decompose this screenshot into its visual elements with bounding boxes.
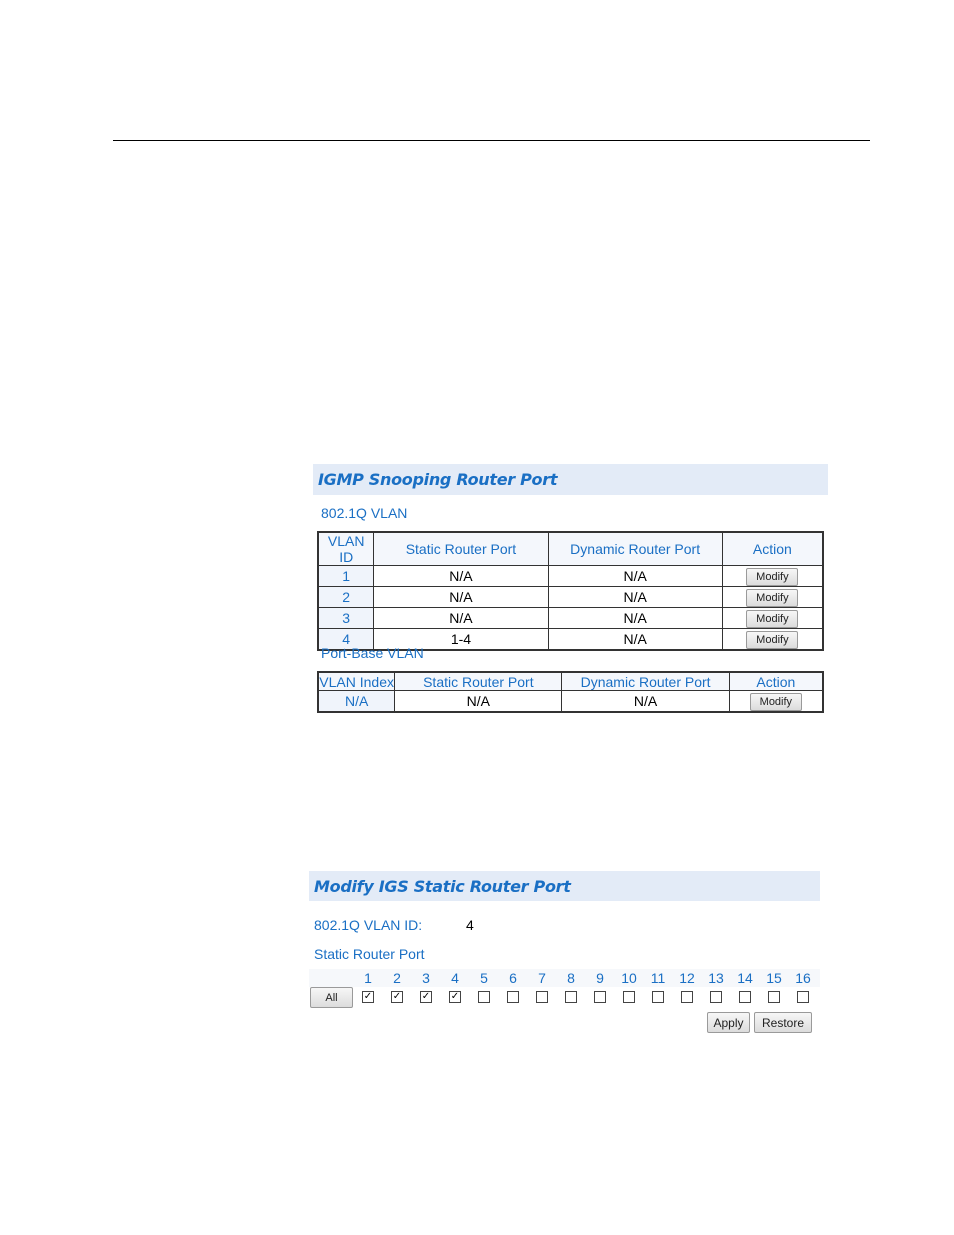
port-checkbox[interactable]: ✓ <box>392 991 402 1002</box>
modify-button[interactable]: Modify <box>746 610 798 628</box>
header-vlan-id: VLAN ID <box>318 532 374 566</box>
header-static-router-port: Static Router Port <box>374 532 548 566</box>
dynamic-router-port-cell: N/A <box>548 566 722 587</box>
port-number-label: 16 <box>795 970 811 986</box>
port-checkbox[interactable] <box>623 991 635 1003</box>
port-number-label: 8 <box>567 970 575 986</box>
table-row <box>318 566 823 587</box>
port-checkbox[interactable] <box>710 991 722 1003</box>
table-row <box>318 587 823 608</box>
port-checkbox[interactable]: ✓ <box>450 991 460 1002</box>
port-checkbox[interactable] <box>739 991 751 1003</box>
action-cell <box>722 587 823 608</box>
action-cell <box>729 691 823 713</box>
static-router-port-cell: N/A <box>374 608 548 629</box>
modify-button[interactable]: Modify <box>746 589 798 607</box>
panel-title-bar <box>313 464 828 495</box>
portbase-vlan-table <box>317 671 824 713</box>
header-static-router-port: Static Router Port <box>395 672 562 691</box>
table-header-row <box>318 532 823 566</box>
static-router-port-cell: N/A <box>395 691 562 713</box>
port-checkbox[interactable] <box>681 991 693 1003</box>
dot1q-section-label: 802.1Q VLAN <box>321 505 408 521</box>
header-action: Action <box>729 672 823 691</box>
port-number-label: 6 <box>509 970 517 986</box>
igmp-router-port-panel <box>313 464 828 714</box>
port-number-label: 14 <box>737 970 753 986</box>
header-dynamic-router-port: Dynamic Router Port <box>548 532 722 566</box>
header-vlan-index: VLAN Index <box>319 673 394 690</box>
port-number-label: 10 <box>621 970 637 986</box>
port-number-label: 11 <box>650 970 666 986</box>
dot1q-vlan-table <box>317 531 824 651</box>
port-number-label: 15 <box>766 970 782 986</box>
port-number-label: 2 <box>393 970 401 986</box>
panel-title: IGMP Snooping Router Port <box>318 470 558 489</box>
vlan-id-value: 4 <box>466 917 474 933</box>
port-checkbox[interactable] <box>507 991 519 1003</box>
port-number-label: 12 <box>679 970 695 986</box>
port-number-label: 5 <box>480 970 488 986</box>
port-number-label: 4 <box>451 970 459 986</box>
port-checkbox[interactable] <box>594 991 606 1003</box>
port-checkbox[interactable] <box>652 991 664 1003</box>
modify-button[interactable]: Modify <box>746 631 798 649</box>
modify-button[interactable]: Modify <box>746 568 798 586</box>
port-checkbox[interactable] <box>536 991 548 1003</box>
dynamic-router-port-cell: N/A <box>548 587 722 608</box>
port-checkbox[interactable] <box>478 991 490 1003</box>
vlan-id-cell: 2 <box>318 587 374 608</box>
modify-button[interactable]: Modify <box>750 693 802 711</box>
table-row <box>318 608 823 629</box>
portbase-section-label: Port-Base VLAN <box>321 645 424 661</box>
port-checkbox[interactable] <box>797 991 809 1003</box>
vlan-id-cell: 4 <box>318 629 374 651</box>
dynamic-router-port-cell: N/A <box>562 691 729 713</box>
port-number-label: 1 <box>364 970 372 986</box>
port-checkbox[interactable] <box>565 991 577 1003</box>
static-router-port-cell: 1-4 <box>374 629 548 651</box>
vlan-id-cell: 3 <box>318 608 374 629</box>
top-rule <box>113 140 870 141</box>
header-dynamic-router-port: Dynamic Router Port <box>562 672 729 691</box>
apply-button[interactable]: Apply <box>707 1012 750 1033</box>
table-header-row <box>318 672 823 691</box>
port-checkbox[interactable]: ✓ <box>363 991 373 1002</box>
restore-button[interactable]: Restore <box>754 1012 812 1033</box>
dynamic-router-port-cell: N/A <box>548 629 722 651</box>
vlan-id-label: 802.1Q VLAN ID: <box>314 917 423 933</box>
dynamic-router-port-cell: N/A <box>548 608 722 629</box>
panel-title: Modify IGS Static Router Port <box>314 876 571 896</box>
port-number-label: 13 <box>708 970 724 986</box>
action-cell <box>722 629 823 651</box>
vlan-id-cell: 1 <box>318 566 374 587</box>
port-number-label: 3 <box>422 970 430 986</box>
action-cell <box>722 566 823 587</box>
static-router-port-cell: N/A <box>374 566 548 587</box>
header-action: Action <box>722 532 823 566</box>
select-all-button[interactable]: All <box>310 987 353 1008</box>
vlan-index-cell: N/A <box>318 691 395 713</box>
modify-igs-static-router-port-panel <box>309 871 820 1041</box>
static-router-port-label: Static Router Port <box>314 946 425 962</box>
action-cell <box>722 608 823 629</box>
static-router-port-cell: N/A <box>374 587 548 608</box>
port-checkbox[interactable]: ✓ <box>421 991 431 1002</box>
panel-title-bar <box>309 871 820 901</box>
port-number-label: 7 <box>538 970 546 986</box>
table-row <box>318 691 823 713</box>
port-number-label: 9 <box>596 970 604 986</box>
port-checkbox[interactable] <box>768 991 780 1003</box>
